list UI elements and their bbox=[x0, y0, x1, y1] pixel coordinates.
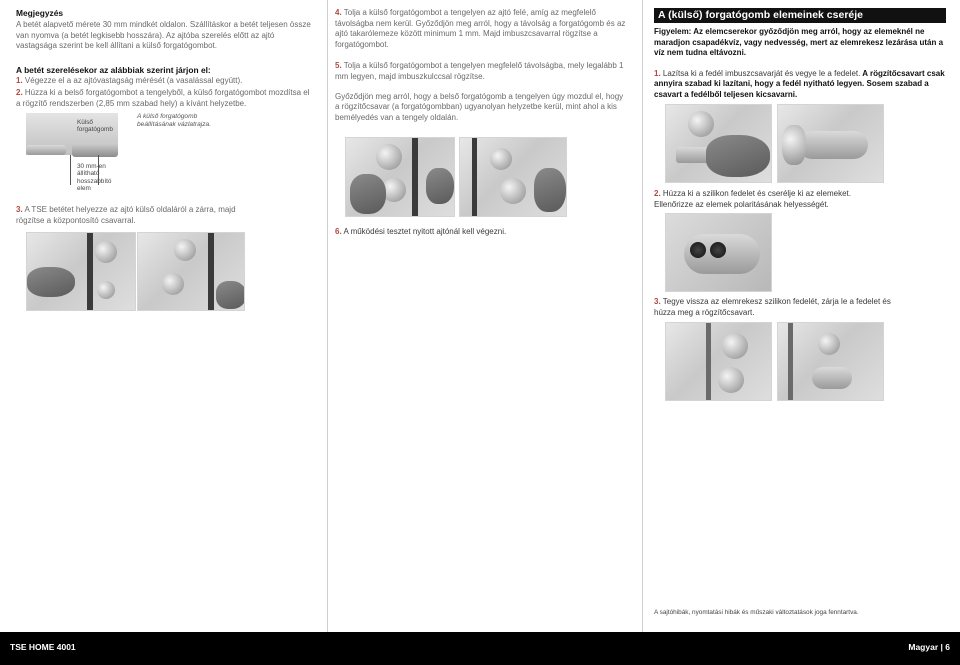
step-3 bbox=[16, 205, 266, 226]
outer-knob-label: Külső forgatógomb bbox=[77, 119, 113, 134]
insert-cylinder-photo-1 bbox=[26, 232, 136, 311]
product-name: TSE HOME 4001 bbox=[10, 642, 76, 652]
step-3-text: A TSE betétet helyezze az ajtó külső oldaláról a zárra, majd rögzítse a központosító csavarral. bbox=[16, 205, 236, 225]
battery-change-header: A (külső) forgatógomb elemeinek cseréje bbox=[654, 8, 946, 23]
step-5-number: 5. bbox=[335, 61, 342, 71]
battery-step-1-text-a: Lazítsa ki a fedél imbuszcsavarját és vegye le a fedelet. bbox=[662, 68, 861, 78]
battery-step-1-text-b: A rögzítőcsavart csak annyira szabad ki lazítani, hogy a fedél nyitható legyen. Sosem szabad a csavart a fedélből teljesen kicsavarni. bbox=[654, 68, 945, 99]
step-4 bbox=[335, 8, 627, 50]
knob-fixing-photo-1 bbox=[345, 137, 455, 217]
battery-step-3-number: 3. bbox=[654, 297, 661, 306]
battery-step-2 bbox=[654, 189, 864, 210]
install-title: A betét szerelésekor az alábbiak szerint járjon el: bbox=[16, 64, 211, 75]
separator: | bbox=[940, 642, 946, 652]
cover-refit-photo-2 bbox=[777, 322, 884, 401]
cover-removal-photo-1 bbox=[665, 104, 772, 183]
insert-cylinder-photo-2 bbox=[137, 232, 245, 311]
column-divider-1 bbox=[327, 0, 328, 632]
battery-replace-photo bbox=[665, 213, 772, 292]
diagram-caption: A külső forgatógomb beállításának vázlatrajza. bbox=[137, 113, 212, 128]
battery-step-2-text: Húzza ki a szilikon fedelet és cserélje ki az elemeket. Ellenőrizze az elemek polaritásának helyességét. bbox=[654, 189, 851, 209]
step-1-number: 1. bbox=[16, 75, 23, 85]
step-5-text: Tolja a külső forgatógombot a tengelyen megfelelő távolságba, mely legalább 1 mm legyen, majd imbuszkulccsal rögzítse. bbox=[335, 61, 624, 81]
step-4-number: 4. bbox=[335, 8, 342, 17]
column-divider-2 bbox=[642, 0, 643, 632]
page-footer bbox=[0, 632, 960, 665]
battery-step-2-number: 2. bbox=[654, 189, 661, 198]
step-2-text: Húzza ki a belső forgatógombot a tengelyből, a külső forgatógombot mozdítsa el a rögzítő rendszerben (2,85 mm szabad hely) a kívánt helyzetbe. bbox=[16, 88, 310, 108]
knob-fixing-photo-2 bbox=[459, 137, 567, 217]
step-5 bbox=[335, 61, 627, 82]
step-6 bbox=[335, 227, 625, 238]
disclaimer: A sajtóhibák, nyomtatási hibák és műszaki változtatások joga fenntartva. bbox=[654, 609, 859, 616]
middle-column bbox=[335, 8, 627, 123]
battery-warning: Figyelem: Az elemcserekor győződjön meg arról, hogy az elemeknél ne maradjon csapadékvíz, vagy nedvesség, mert az elemrekesz lezárása után a víz nem tudna eltávozni. bbox=[654, 27, 944, 58]
cover-refit-photo-1 bbox=[665, 322, 772, 401]
step-2-number: 2. bbox=[16, 88, 23, 98]
language-label: Magyar bbox=[908, 642, 939, 652]
cover-removal-photo-2 bbox=[777, 104, 884, 183]
step-2 bbox=[16, 88, 316, 109]
step-5-text-2: Győződjön meg arról, hogy a belső forgatógomb a tengelyen úgy mozdul el, hogy a rögzítőcsavar (a forgatógombban) ugyanolyan helyzetbe kerül, mint ahol a kis bemélyedés van a tengely oldalán. bbox=[335, 91, 624, 122]
step-4-text: Tolja a külső forgatógombot a tengelyen az ajtó felé, amíg az megfelelő távolságba nem kerül. Győződjön meg arról, hogy a távolság a forgatógomb és az ajtó takarólemeze között minimum 1 mm. Majd imbuszcsavarral rögzítse a forgatógombot. bbox=[335, 8, 626, 49]
battery-step-3 bbox=[654, 297, 914, 318]
battery-step-3-text: Tegye vissza az elemrekesz szilikon fedelét, zárja le a fedelet és húzza meg a rögzítőcsavart. bbox=[654, 297, 891, 317]
step-1-text: Végezze el a az ajtóvastagság mérését (a vasalással együtt). bbox=[24, 75, 243, 85]
note-title: Megjegyzés bbox=[16, 8, 64, 18]
step-6-number: 6. bbox=[335, 227, 342, 236]
step-6-text: A működési tesztet nyitott ajtónál kell végezni. bbox=[343, 227, 507, 236]
battery-step-1-number: 1. bbox=[654, 68, 661, 78]
page-language-number bbox=[908, 642, 950, 652]
left-column bbox=[16, 8, 316, 110]
adjustable-extension-label: 30 mm-en állítható hosszabbító elem bbox=[77, 163, 112, 193]
battery-step-1 bbox=[654, 69, 946, 101]
note-text: A betét alapvető mérete 30 mm mindkét oldalon. Szállításkor a betét teljesen össze van nyomva (a betét legkisebb hosszára). Az ajtóba szerelés előtt az ajtó vastagsága szerint be kell állítani a külső forgatógombot. bbox=[16, 20, 311, 51]
step-3-number: 3. bbox=[16, 205, 23, 214]
page-number: 6 bbox=[945, 642, 950, 652]
step-1 bbox=[16, 76, 316, 87]
right-column bbox=[654, 8, 946, 101]
